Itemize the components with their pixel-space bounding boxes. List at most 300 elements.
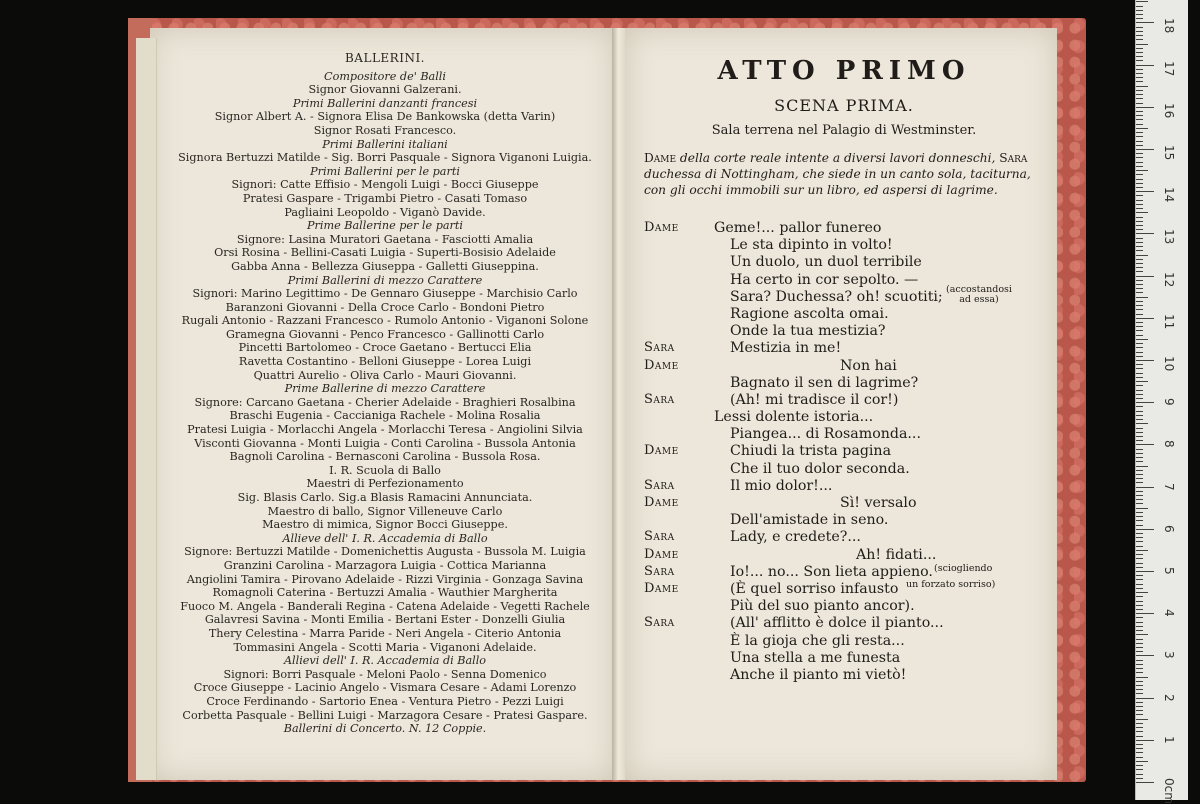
ruler-tick — [1136, 495, 1143, 496]
ruler-tick — [1136, 778, 1143, 779]
ruler-tick — [1136, 18, 1143, 19]
speaker-label: Dame — [644, 495, 679, 510]
ruler-tick — [1136, 326, 1143, 327]
cast-line: Pratesi Gaspare - Trigambi Pietro - Casati Tomaso — [242, 191, 528, 205]
verse-line — [644, 478, 1044, 495]
ruler-tick — [1136, 723, 1143, 724]
ruler-number: 4 — [1162, 609, 1176, 617]
ruler-tick — [1136, 187, 1143, 188]
cast-line: Maestri di Perfezionamento — [306, 477, 464, 491]
ruler-tick — [1136, 769, 1143, 770]
ruler-tick — [1136, 453, 1143, 454]
ruler-tick — [1136, 752, 1143, 753]
verse-text: (È quel sorriso infausto — [730, 580, 899, 597]
act-title: ATTO PRIMO — [717, 56, 971, 86]
ruler-tick — [1136, 765, 1143, 766]
ruler-tick — [1136, 457, 1143, 458]
measuring-ruler — [1135, 0, 1188, 804]
ruler-tick — [1136, 103, 1143, 104]
ruler-tick — [1136, 736, 1143, 737]
verse-text: Ha certo in cor sepolto. — — [730, 271, 919, 288]
ruler-tick — [1136, 263, 1143, 264]
ruler-tick — [1136, 6, 1143, 7]
ruler-tick — [1136, 250, 1143, 251]
left-page-text — [160, 52, 610, 736]
ruler-tick — [1136, 563, 1143, 564]
ruler-tick — [1136, 731, 1143, 732]
cast-line: Galavresi Savina - Monti Emilia - Bertani Ester - Donzelli Giulia — [204, 613, 566, 627]
ruler-number: 5 — [1162, 567, 1176, 575]
cast-line: Fuoco M. Angela - Banderali Regina - Catena Adelaide - Vegetti Rachele — [180, 599, 590, 613]
section-heading: BALLERINI. — [344, 51, 425, 65]
ruler-number: 18 — [1162, 18, 1176, 34]
verse-line — [644, 598, 1044, 615]
ruler-tick — [1136, 153, 1143, 154]
ruler-tick — [1136, 136, 1143, 137]
ruler-tick — [1136, 757, 1143, 758]
ruler-tick — [1136, 330, 1143, 331]
ruler-tick — [1136, 292, 1143, 293]
ruler-tick — [1136, 714, 1143, 715]
ruler-tick — [1136, 318, 1154, 319]
verse-text: Piangea... di Rosamonda... — [730, 426, 921, 443]
ruler-tick — [1136, 280, 1143, 281]
ruler-tick — [1136, 1, 1148, 2]
cast-line: Signore: Bertuzzi Matilde - Domenichettis Augusta - Bussola M. Luigia — [184, 545, 586, 559]
cast-line: Maestro di ballo, Signor Villeneuve Carlo — [267, 504, 503, 518]
ruler-number: 17 — [1162, 60, 1176, 76]
ruler-tick — [1136, 491, 1143, 492]
ruler-tick — [1136, 579, 1143, 580]
stage-speaker-sara: Sara — [999, 151, 1028, 165]
ruler-tick — [1136, 575, 1143, 576]
ruler-tick — [1136, 525, 1143, 526]
verse-line — [644, 633, 1044, 650]
ruler-tick — [1136, 432, 1143, 433]
ruler-tick — [1136, 385, 1143, 386]
ruler-tick — [1136, 390, 1143, 391]
ruler-tick — [1136, 267, 1143, 268]
verse-line — [644, 358, 1044, 375]
ruler-tick — [1136, 149, 1154, 150]
ruler-tick — [1136, 195, 1143, 196]
stage-text-1: della corte reale intente a diversi lavori donneschi, — [676, 151, 1000, 165]
stage-annotation: (accostandosi ad essa) — [946, 283, 1012, 305]
ruler-tick — [1136, 44, 1148, 45]
ruler-tick — [1136, 322, 1143, 323]
ruler-tick — [1136, 487, 1154, 488]
ruler-tick — [1136, 31, 1143, 32]
verse-line — [644, 409, 1044, 426]
cast-line: Signori: Catte Effisio - Mengoli Luigi - Bocci Giuseppe — [231, 178, 539, 192]
verse-text: Più del suo pianto ancor). — [730, 598, 915, 615]
ruler-tick — [1136, 39, 1143, 40]
ruler-tick — [1136, 677, 1148, 678]
cast-line: Corbetta Pasquale - Bellini Luigi - Marzagora Cesare - Pratesi Gaspare. — [182, 708, 588, 722]
ruler-tick — [1136, 128, 1148, 129]
ruler-number: 2 — [1162, 693, 1176, 702]
ruler-tick — [1136, 157, 1143, 158]
verse-line — [644, 615, 1044, 632]
ruler-tick — [1136, 305, 1143, 306]
ruler-tick — [1136, 356, 1143, 357]
ruler-number: 8 — [1162, 440, 1176, 449]
speaker-label: Sara — [644, 391, 675, 407]
ruler-tick — [1136, 170, 1148, 171]
cast-line: Orsi Rosina - Bellini-Casati Luigia - Superti-Bosisio Adelaide — [214, 246, 556, 260]
category-heading: Primi Ballerini per le parti — [310, 164, 460, 178]
ruler-tick — [1136, 141, 1143, 142]
category-heading: Ballerini di Concerto. N. 12 Coppie. — [283, 722, 487, 736]
verse-text: Onde la tua mestizia? — [730, 323, 886, 340]
ruler-tick — [1136, 98, 1143, 99]
ruler-tick — [1136, 461, 1143, 462]
verse-text: Che il tuo dolor seconda. — [730, 460, 910, 477]
ruler-tick — [1136, 415, 1143, 416]
ruler-tick — [1136, 162, 1143, 163]
ruler-tick — [1136, 647, 1143, 648]
ruler-tick — [1136, 664, 1143, 665]
ruler-tick — [1136, 208, 1143, 209]
verse-line — [644, 667, 1044, 684]
ruler-tick — [1136, 520, 1143, 521]
ruler-number: 10 — [1162, 356, 1176, 372]
ruler-tick — [1136, 440, 1143, 441]
verse-text: (Ah! mi tradisce il cor!) — [730, 391, 899, 408]
ruler-tick — [1136, 406, 1143, 407]
verse-line — [644, 650, 1044, 667]
ruler-tick — [1136, 693, 1143, 694]
verse-line — [644, 237, 1044, 254]
ruler-tick — [1136, 271, 1143, 272]
ruler-tick — [1136, 86, 1148, 87]
ruler-tick — [1136, 301, 1143, 302]
speaker-label: Sara — [644, 563, 675, 579]
ruler-tick — [1136, 233, 1154, 234]
ruler-tick — [1136, 238, 1143, 239]
ruler-tick — [1136, 419, 1143, 420]
ruler-tick — [1136, 774, 1143, 775]
ruler-tick — [1136, 166, 1143, 167]
ruler-tick — [1136, 48, 1143, 49]
page-stack — [136, 38, 157, 780]
cast-line: Maestro di mimica, Signor Bocci Giuseppe. — [262, 518, 508, 532]
speaker-label: Dame — [644, 580, 679, 596]
ruler-tick — [1136, 204, 1143, 205]
ruler-tick — [1136, 436, 1143, 437]
ruler-tick — [1136, 428, 1143, 429]
ruler-tick — [1136, 297, 1148, 298]
verse-line — [644, 220, 1044, 237]
ruler-tick — [1136, 394, 1143, 395]
cast-line: Croce Giuseppe - Lacinio Angelo - Vismara Cesare - Adami Lorenzo — [193, 681, 577, 695]
cast-line: Quattri Aurelio - Oliva Carlo - Mauri Giovanni. — [253, 368, 517, 382]
ruler-tick — [1136, 124, 1143, 125]
ruler-tick — [1136, 529, 1154, 530]
ruler-tick — [1136, 466, 1148, 467]
ruler-tick — [1136, 90, 1143, 91]
cast-line: Pincetti Bartolomeo - Croce Gaetano - Bertucci Elia — [238, 341, 532, 355]
verse-text: Non hai — [840, 357, 897, 374]
ruler-tick — [1136, 601, 1143, 602]
ruler-tick — [1136, 373, 1143, 374]
ruler-tick — [1136, 115, 1143, 116]
cast-line: Gabba Anna - Bellezza Giuseppa - Galletti Giuseppina. — [231, 259, 539, 273]
ruler-number: 0cm — [1162, 778, 1176, 804]
ruler-tick — [1136, 56, 1143, 57]
ruler-tick — [1136, 73, 1143, 74]
verse-text: Bagnato il sen di lagrime? — [730, 374, 919, 391]
ruler-tick — [1136, 655, 1154, 656]
ruler-tick — [1136, 444, 1154, 445]
ruler-number: 16 — [1162, 102, 1176, 119]
stage-annotation: (sciogliendo — [934, 562, 993, 574]
ruler-tick — [1136, 27, 1143, 28]
ruler-tick — [1136, 368, 1143, 369]
ruler-tick — [1136, 314, 1143, 315]
verse-text: Ragione ascolta omai. — [730, 305, 889, 322]
scene-title: SCENA PRIMA. — [774, 96, 914, 115]
ruler-tick — [1136, 727, 1143, 728]
ruler-number: 11 — [1162, 313, 1176, 330]
ruler-tick — [1136, 398, 1143, 399]
verse-text: Io!... no... Son lieta appieno. — [730, 563, 933, 580]
category-heading: Allievi dell' I. R. Accademia di Ballo — [283, 654, 487, 668]
verse-text: Mestizia in me! — [730, 340, 842, 357]
ruler-tick — [1136, 508, 1148, 509]
ruler-tick — [1136, 288, 1143, 289]
ruler-tick — [1136, 558, 1143, 559]
ruler-tick — [1136, 533, 1143, 534]
cast-line: Rugali Antonio - Razzani Francesco - Rumolo Antonio - Viganoni Solone — [181, 314, 589, 328]
ruler-tick — [1136, 242, 1143, 243]
ruler-tick — [1136, 449, 1143, 450]
verse-line — [644, 254, 1044, 271]
ruler-tick — [1136, 174, 1143, 175]
ruler-tick — [1136, 482, 1143, 483]
ruler-tick — [1136, 685, 1143, 686]
cast-line: Baranzoni Giovanni - Della Croce Carlo - Bondoni Pietro — [225, 300, 545, 314]
cast-line: Sig. Blasis Carlo. Sig.a Blasis Ramacini Annunciata. — [237, 491, 533, 504]
ruler-tick — [1136, 537, 1143, 538]
cast-line: Visconti Giovanna - Monti Luigia - Conti Carolina - Bussola Antonia — [194, 436, 576, 450]
ruler-tick — [1136, 229, 1143, 230]
ruler-tick — [1136, 145, 1143, 146]
ruler-tick — [1136, 284, 1143, 285]
cast-line: Pratesi Luigia - Morlacchi Angela - Morlacchi Teresa - Angiolini Silvia — [187, 423, 583, 437]
ruler-tick — [1136, 111, 1143, 112]
verse-text: Un duolo, un duol terribile — [730, 254, 922, 271]
ruler-tick — [1136, 69, 1143, 70]
verse-text: Una stella a me funesta — [730, 649, 901, 666]
ruler-tick — [1136, 212, 1148, 213]
verse-list — [644, 220, 1044, 684]
ruler-tick — [1136, 52, 1143, 53]
ruler-tick — [1136, 698, 1154, 699]
ruler-tick — [1136, 546, 1143, 547]
ruler-tick — [1136, 470, 1143, 471]
verse-line — [644, 323, 1044, 340]
ruler-tick — [1136, 668, 1143, 669]
ruler-tick — [1136, 706, 1143, 707]
speaker-label: Dame — [644, 220, 679, 235]
ruler-number: 15 — [1162, 145, 1176, 161]
cast-line: Croce Ferdinando - Sartorio Enea - Ventura Pietro - Pezzi Luigi — [206, 694, 564, 708]
ruler-tick — [1136, 179, 1143, 180]
cast-line: Signore: Lasina Muratori Gaetana - Fasciotti Amalia — [236, 232, 534, 246]
cast-line: Pagliaini Leopoldo - Viganò Davide. — [284, 205, 486, 219]
cast-line: Bagnoli Carolina - Bernasconi Carolina - Bussola Rosa. — [229, 450, 541, 464]
category-heading: Primi Ballerini di mezzo Carattere — [287, 273, 483, 287]
verse-text: Chiudi la trista pagina — [730, 443, 892, 460]
category-heading: Primi Ballerini danzanti francesi — [292, 96, 478, 110]
ruler-tick — [1136, 107, 1154, 108]
ruler-tick — [1136, 516, 1143, 517]
ruler-tick — [1136, 339, 1148, 340]
ruler-tick — [1136, 748, 1143, 749]
ruler-tick — [1136, 689, 1143, 690]
category-heading: Prime Ballerine per le parti — [307, 219, 463, 233]
ruler-tick — [1136, 651, 1143, 652]
verse-line — [644, 283, 1044, 306]
ruler-tick — [1136, 702, 1143, 703]
category-heading: Allieve dell' I. R. Accademia di Ballo — [282, 531, 488, 545]
stage-direction — [644, 150, 1044, 198]
speaker-label: Dame — [644, 357, 679, 373]
stage-text-2: duchessa di Nottingham, che siede in un canto sola, taciturna, con gli occhi immobili sur un libro, ed aspersi di lagrime. — [644, 167, 1031, 197]
ruler-tick — [1136, 423, 1148, 424]
verse-line — [644, 306, 1044, 323]
verse-text: Dell'amistade in seno. — [730, 512, 889, 529]
verse-text: Sara? Duchessa? oh! scuotiti; — [730, 288, 943, 305]
cast-line: Signori: Borri Pasquale - Meloni Paolo - Senna Domenico — [223, 667, 547, 681]
ruler-tick — [1136, 132, 1143, 133]
ruler-tick — [1136, 503, 1143, 504]
ruler-tick — [1136, 617, 1143, 618]
speaker-label: Dame — [644, 546, 679, 562]
ruler-tick — [1136, 246, 1143, 247]
cast-line: I. R. Scuola di Ballo — [329, 463, 441, 477]
cast-line: Granzini Carolina - Marzagora Luigia - Cottica Marianna — [223, 558, 547, 572]
ruler-number: 1 — [1162, 735, 1176, 744]
scene-setting: Sala terrena nel Palagio di Westminster. — [711, 123, 977, 138]
ruler-tick — [1136, 584, 1143, 585]
ruler-tick — [1136, 744, 1143, 745]
verse-text: Le sta dipinto in volto! — [730, 237, 893, 254]
ruler-tick — [1136, 411, 1143, 412]
cast-line: Signori: Marino Legittimo - De Gennaro Giuseppe - Marchisio Carlo — [192, 287, 578, 301]
ruler-number: 13 — [1162, 229, 1176, 245]
ruler-tick — [1136, 14, 1143, 15]
ruler-tick — [1136, 259, 1143, 260]
ruler-tick — [1136, 225, 1143, 226]
verse-text: Ah! fidati... — [856, 546, 937, 563]
ruler-tick — [1136, 347, 1143, 348]
ruler-tick — [1136, 567, 1143, 568]
ruler-tick — [1136, 474, 1143, 475]
ruler-tick — [1136, 626, 1143, 627]
verse-line — [644, 375, 1044, 392]
ruler-tick — [1136, 643, 1143, 644]
ruler-tick — [1136, 200, 1143, 201]
ruler-tick — [1136, 221, 1143, 222]
right-page-text — [644, 56, 1044, 684]
ruler-tick — [1136, 119, 1143, 120]
verse-text: Lessi dolente istoria... — [714, 409, 874, 426]
ruler-tick — [1136, 740, 1154, 741]
ruler-tick — [1136, 276, 1154, 277]
ruler-tick — [1136, 605, 1143, 606]
ruler-tick — [1136, 634, 1148, 635]
verse-text: Geme!... pallor funereo — [714, 220, 882, 236]
verse-text: Lady, e credete?... — [730, 529, 861, 546]
ruler-tick — [1136, 541, 1143, 542]
ruler-tick — [1136, 639, 1143, 640]
ruler-tick — [1136, 343, 1143, 344]
ruler-number: 12 — [1162, 271, 1176, 287]
verse-line — [644, 547, 1044, 564]
ruler-tick — [1136, 35, 1143, 36]
ruler-tick — [1136, 710, 1143, 711]
verse-text: Sì! versalo — [840, 495, 917, 511]
ruler-tick — [1136, 60, 1143, 61]
ruler-tick — [1136, 255, 1148, 256]
verse-line — [644, 495, 1044, 512]
cast-line: Signor Rosati Francesco. — [313, 123, 457, 137]
ruler-tick — [1136, 550, 1148, 551]
ruler-tick — [1136, 719, 1148, 720]
ruler-tick — [1136, 381, 1148, 382]
ruler-tick — [1136, 364, 1143, 365]
ruler-tick — [1136, 660, 1143, 661]
cast-line: Signora Bertuzzi Matilde - Sig. Borri Pasquale - Signora Viganoni Luigia. — [178, 151, 592, 165]
verse-text: (All' afflitto è dolce il pianto... — [730, 615, 944, 632]
ruler-tick — [1136, 10, 1143, 11]
ruler-tick — [1136, 77, 1143, 78]
ruler-tick — [1136, 596, 1143, 597]
ruler-tick — [1136, 592, 1148, 593]
ruler-tick — [1136, 761, 1148, 762]
cast-line: Thery Celestina - Marra Paride - Neri Angela - Citerio Antonia — [208, 626, 562, 640]
cast-line: Romagnoli Caterina - Bertuzzi Amalia - Wauthier Margherita — [212, 586, 558, 600]
cast-line: Tommasini Angela - Scotti Maria - Viganoni Adelaide. — [233, 640, 537, 654]
category-heading: Primi Ballerini italiani — [322, 137, 448, 151]
verse-line — [644, 443, 1044, 460]
cast-line: Signore: Carcano Gaetana - Cherier Adelaide - Braghieri Rosalbina — [194, 395, 576, 409]
ruler-number: 14 — [1162, 187, 1176, 203]
speaker-label: Sara — [644, 477, 675, 493]
cast-line: Gramegna Giovanni - Penco Francesco - Gallinotti Carlo — [225, 327, 545, 341]
ruler-number: 9 — [1162, 398, 1176, 406]
ruler-tick — [1136, 191, 1154, 192]
stage-annotation: un forzato sorriso) — [906, 578, 996, 590]
verse-line — [644, 340, 1044, 357]
stage-speaker-dame: Dame — [644, 151, 677, 165]
cast-line: Signor Albert A. - Signora Elisa De Bankowska (detta Varin) — [214, 110, 556, 124]
ruler-tick — [1136, 217, 1143, 218]
ruler-tick — [1136, 81, 1143, 82]
verse-line — [644, 578, 1044, 598]
speaker-label: Dame — [644, 443, 679, 459]
ruler-tick — [1136, 782, 1154, 783]
ruler-tick — [1136, 588, 1143, 589]
ruler-tick — [1136, 554, 1143, 555]
ruler-tick — [1136, 681, 1143, 682]
ruler-number: 7 — [1162, 482, 1176, 491]
verse-text: Anche il pianto mi vietò! — [730, 666, 907, 683]
verse-line — [644, 426, 1044, 443]
verse-text: È la gioja che gli resta... — [730, 632, 905, 649]
